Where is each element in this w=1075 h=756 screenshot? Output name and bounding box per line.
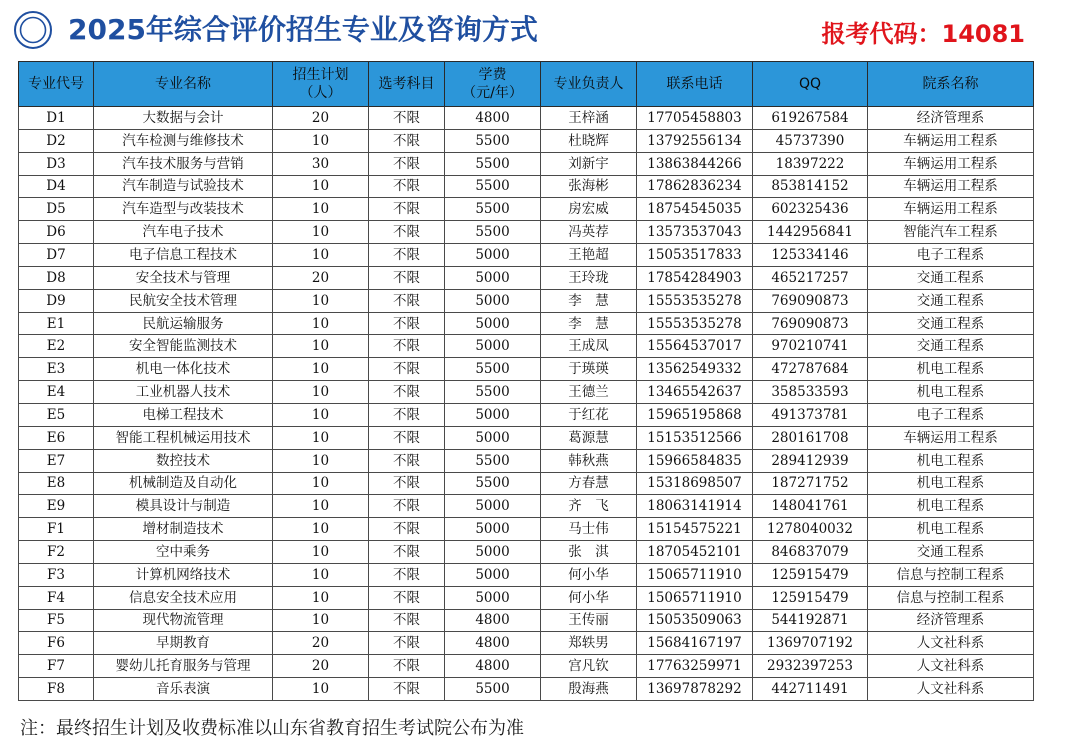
cell-phone: 15053517833 <box>637 244 753 267</box>
cell-elective-subject: 不限 <box>369 335 445 358</box>
cell-department: 交通工程系 <box>868 335 1034 358</box>
cell-phone: 15966584835 <box>637 449 753 472</box>
cell-phone: 17854284903 <box>637 266 753 289</box>
cell-major-code: F3 <box>19 563 94 586</box>
cell-elective-subject: 不限 <box>369 266 445 289</box>
cell-elective-subject: 不限 <box>369 381 445 404</box>
majors-table <box>18 61 1034 701</box>
cell-enrollment-plan: 10 <box>273 609 369 632</box>
cell-department: 机电工程系 <box>868 449 1034 472</box>
table-row <box>19 586 1034 609</box>
cell-tuition: 4800 <box>445 632 541 655</box>
cell-department: 信息与控制工程系 <box>868 586 1034 609</box>
cell-enrollment-plan: 10 <box>273 175 369 198</box>
cell-elective-subject: 不限 <box>369 175 445 198</box>
cell-major-code: F6 <box>19 632 94 655</box>
cell-major-director: 张海彬 <box>541 175 637 198</box>
cell-major-name: 空中乘务 <box>94 541 273 564</box>
cell-major-director: 王梓涵 <box>541 107 637 130</box>
header-major-director: 专业负责人 <box>541 62 637 107</box>
cell-tuition: 5500 <box>445 381 541 404</box>
cell-qq: 1442956841 <box>753 221 868 244</box>
cell-elective-subject: 不限 <box>369 152 445 175</box>
cell-major-name: 现代物流管理 <box>94 609 273 632</box>
cell-major-name: 安全智能监测技术 <box>94 335 273 358</box>
cell-department: 电子工程系 <box>868 403 1034 426</box>
cell-major-code: D7 <box>19 244 94 267</box>
table-row <box>19 175 1034 198</box>
cell-major-name: 数控技术 <box>94 449 273 472</box>
cell-major-director: 葛源慧 <box>541 426 637 449</box>
cell-major-director: 郑轶男 <box>541 632 637 655</box>
cell-major-name: 安全技术与管理 <box>94 266 273 289</box>
cell-elective-subject: 不限 <box>369 244 445 267</box>
cell-qq: 125915479 <box>753 586 868 609</box>
cell-department: 车辆运用工程系 <box>868 198 1034 221</box>
cell-major-director: 李 慧 <box>541 289 637 312</box>
table-row <box>19 312 1034 335</box>
cell-qq: 1369707192 <box>753 632 868 655</box>
cell-department: 交通工程系 <box>868 289 1034 312</box>
cell-major-code: D5 <box>19 198 94 221</box>
cell-major-director: 何小华 <box>541 586 637 609</box>
cell-elective-subject: 不限 <box>369 609 445 632</box>
header-tuition: 学费 （元/年） <box>445 62 541 107</box>
cell-enrollment-plan: 10 <box>273 198 369 221</box>
table-row <box>19 518 1034 541</box>
cell-phone: 18705452101 <box>637 541 753 564</box>
cell-qq: 769090873 <box>753 312 868 335</box>
cell-major-code: E3 <box>19 358 94 381</box>
cell-qq: 472787684 <box>753 358 868 381</box>
cell-qq: 769090873 <box>753 289 868 312</box>
cell-department: 车辆运用工程系 <box>868 426 1034 449</box>
table-row <box>19 107 1034 130</box>
cell-major-code: D6 <box>19 221 94 244</box>
table-header-row <box>19 62 1034 107</box>
cell-phone: 17862836234 <box>637 175 753 198</box>
cell-phone: 15564537017 <box>637 335 753 358</box>
cell-enrollment-plan: 10 <box>273 129 369 152</box>
cell-qq: 280161708 <box>753 426 868 449</box>
cell-elective-subject: 不限 <box>369 107 445 130</box>
cell-major-code: D1 <box>19 107 94 130</box>
cell-tuition: 5000 <box>445 541 541 564</box>
cell-major-director: 宫凡钦 <box>541 655 637 678</box>
cell-major-name: 工业机器人技术 <box>94 381 273 404</box>
cell-tuition: 5500 <box>445 449 541 472</box>
cell-tuition: 5000 <box>445 426 541 449</box>
cell-major-code: F1 <box>19 518 94 541</box>
cell-enrollment-plan: 10 <box>273 221 369 244</box>
cell-enrollment-plan: 10 <box>273 563 369 586</box>
cell-major-name: 汽车电子技术 <box>94 221 273 244</box>
cell-major-code: E7 <box>19 449 94 472</box>
cell-department: 电子工程系 <box>868 244 1034 267</box>
cell-elective-subject: 不限 <box>369 586 445 609</box>
cell-department: 机电工程系 <box>868 358 1034 381</box>
cell-tuition: 5500 <box>445 358 541 381</box>
cell-elective-subject: 不限 <box>369 678 445 701</box>
header-qq: QQ <box>753 62 868 107</box>
table-row <box>19 152 1034 175</box>
cell-major-name: 婴幼儿托育服务与管理 <box>94 655 273 678</box>
cell-qq: 970210741 <box>753 335 868 358</box>
header-phone: 联系电话 <box>637 62 753 107</box>
cell-tuition: 5000 <box>445 312 541 335</box>
cell-phone: 13697878292 <box>637 678 753 701</box>
cell-phone: 13863844266 <box>637 152 753 175</box>
cell-phone: 15318698507 <box>637 472 753 495</box>
cell-enrollment-plan: 10 <box>273 472 369 495</box>
table-row <box>19 609 1034 632</box>
cell-elective-subject: 不限 <box>369 541 445 564</box>
cell-major-name: 机电一体化技术 <box>94 358 273 381</box>
table-row <box>19 472 1034 495</box>
header-major-code: 专业代号 <box>19 62 94 107</box>
cell-department: 交通工程系 <box>868 541 1034 564</box>
cell-phone: 15965195868 <box>637 403 753 426</box>
table-row <box>19 449 1034 472</box>
cell-major-name: 汽车制造与试验技术 <box>94 175 273 198</box>
cell-qq: 18397222 <box>753 152 868 175</box>
table-row <box>19 289 1034 312</box>
cell-elective-subject: 不限 <box>369 198 445 221</box>
cell-qq: 602325436 <box>753 198 868 221</box>
table-row <box>19 403 1034 426</box>
cell-major-name: 智能工程机械运用技术 <box>94 426 273 449</box>
table-header <box>19 62 1034 107</box>
cell-major-director: 于瑛瑛 <box>541 358 637 381</box>
cell-enrollment-plan: 10 <box>273 426 369 449</box>
cell-department: 机电工程系 <box>868 518 1034 541</box>
cell-phone: 15053509063 <box>637 609 753 632</box>
cell-major-director: 冯英荐 <box>541 221 637 244</box>
cell-major-code: E6 <box>19 426 94 449</box>
table-row <box>19 678 1034 701</box>
table-row <box>19 426 1034 449</box>
cell-major-name: 民航运输服务 <box>94 312 273 335</box>
cell-enrollment-plan: 20 <box>273 266 369 289</box>
cell-qq: 1278040032 <box>753 518 868 541</box>
cell-elective-subject: 不限 <box>369 358 445 381</box>
cell-phone: 15153512566 <box>637 426 753 449</box>
cell-department: 智能汽车工程系 <box>868 221 1034 244</box>
cell-qq: 853814152 <box>753 175 868 198</box>
cell-phone: 15065711910 <box>637 563 753 586</box>
cell-major-code: F7 <box>19 655 94 678</box>
cell-qq: 187271752 <box>753 472 868 495</box>
cell-tuition: 5500 <box>445 678 541 701</box>
cell-major-code: E5 <box>19 403 94 426</box>
cell-tuition: 5500 <box>445 129 541 152</box>
cell-enrollment-plan: 20 <box>273 107 369 130</box>
cell-department: 车辆运用工程系 <box>868 175 1034 198</box>
cell-major-code: E8 <box>19 472 94 495</box>
cell-enrollment-plan: 10 <box>273 358 369 381</box>
cell-major-code: D9 <box>19 289 94 312</box>
cell-tuition: 5500 <box>445 152 541 175</box>
cell-elective-subject: 不限 <box>369 449 445 472</box>
table-row <box>19 335 1034 358</box>
cell-major-code: D8 <box>19 266 94 289</box>
cell-enrollment-plan: 30 <box>273 152 369 175</box>
table-row <box>19 563 1034 586</box>
cell-major-code: D2 <box>19 129 94 152</box>
cell-phone: 18754545035 <box>637 198 753 221</box>
cell-major-code: E2 <box>19 335 94 358</box>
cell-major-name: 机械制造及自动化 <box>94 472 273 495</box>
cell-qq: 125915479 <box>753 563 868 586</box>
page-header <box>0 0 1075 62</box>
cell-phone: 15154575221 <box>637 518 753 541</box>
cell-department: 人文社科系 <box>868 632 1034 655</box>
cell-enrollment-plan: 10 <box>273 244 369 267</box>
cell-major-director: 刘新宇 <box>541 152 637 175</box>
cell-department: 人文社科系 <box>868 655 1034 678</box>
table-row <box>19 495 1034 518</box>
cell-elective-subject: 不限 <box>369 563 445 586</box>
table-row <box>19 358 1034 381</box>
cell-elective-subject: 不限 <box>369 403 445 426</box>
cell-phone: 13465542637 <box>637 381 753 404</box>
header-department: 院系名称 <box>868 62 1034 107</box>
cell-qq: 125334146 <box>753 244 868 267</box>
cell-major-director: 王玲珑 <box>541 266 637 289</box>
cell-department: 交通工程系 <box>868 266 1034 289</box>
cell-tuition: 4800 <box>445 609 541 632</box>
cell-enrollment-plan: 20 <box>273 632 369 655</box>
cell-major-code: F8 <box>19 678 94 701</box>
cell-enrollment-plan: 10 <box>273 403 369 426</box>
cell-elective-subject: 不限 <box>369 472 445 495</box>
cell-enrollment-plan: 10 <box>273 312 369 335</box>
cell-major-director: 王德兰 <box>541 381 637 404</box>
cell-major-director: 韩秋燕 <box>541 449 637 472</box>
cell-major-code: F5 <box>19 609 94 632</box>
table-row <box>19 129 1034 152</box>
cell-qq: 442711491 <box>753 678 868 701</box>
table-row <box>19 632 1034 655</box>
cell-major-director: 王传丽 <box>541 609 637 632</box>
cell-department: 信息与控制工程系 <box>868 563 1034 586</box>
cell-qq: 544192871 <box>753 609 868 632</box>
cell-enrollment-plan: 10 <box>273 289 369 312</box>
cell-major-code: F2 <box>19 541 94 564</box>
cell-major-director: 张 淇 <box>541 541 637 564</box>
table-row <box>19 266 1034 289</box>
cell-department: 车辆运用工程系 <box>868 129 1034 152</box>
cell-qq: 358533593 <box>753 381 868 404</box>
cell-phone: 15553535278 <box>637 312 753 335</box>
cell-major-code: D3 <box>19 152 94 175</box>
cell-phone: 18063141914 <box>637 495 753 518</box>
cell-major-code: D4 <box>19 175 94 198</box>
cell-tuition: 5000 <box>445 335 541 358</box>
cell-department: 车辆运用工程系 <box>868 152 1034 175</box>
cell-major-director: 马士伟 <box>541 518 637 541</box>
cell-major-name: 大数据与会计 <box>94 107 273 130</box>
cell-major-director: 杜晓辉 <box>541 129 637 152</box>
cell-elective-subject: 不限 <box>369 221 445 244</box>
cell-tuition: 5000 <box>445 266 541 289</box>
cell-department: 交通工程系 <box>868 312 1034 335</box>
cell-major-code: F4 <box>19 586 94 609</box>
header-enrollment-plan: 招生计划 （人） <box>273 62 369 107</box>
exam-code: 报考代码：14081 <box>821 20 1025 48</box>
cell-major-director: 齐 飞 <box>541 495 637 518</box>
cell-major-name: 汽车检测与维修技术 <box>94 129 273 152</box>
cell-major-director: 殷海燕 <box>541 678 637 701</box>
cell-phone: 13792556134 <box>637 129 753 152</box>
cell-enrollment-plan: 10 <box>273 678 369 701</box>
table-row <box>19 381 1034 404</box>
cell-major-director: 王艳超 <box>541 244 637 267</box>
cell-major-director: 于红花 <box>541 403 637 426</box>
header-elective-subject: 选考科目 <box>369 62 445 107</box>
table-row <box>19 541 1034 564</box>
cell-elective-subject: 不限 <box>369 495 445 518</box>
cell-tuition: 5000 <box>445 289 541 312</box>
cell-major-director: 何小华 <box>541 563 637 586</box>
cell-department: 经济管理系 <box>868 107 1034 130</box>
cell-major-director: 方春慧 <box>541 472 637 495</box>
cell-elective-subject: 不限 <box>369 632 445 655</box>
cell-enrollment-plan: 10 <box>273 518 369 541</box>
cell-tuition: 5500 <box>445 472 541 495</box>
cell-elective-subject: 不限 <box>369 312 445 335</box>
cell-department: 机电工程系 <box>868 495 1034 518</box>
table-row <box>19 221 1034 244</box>
cell-enrollment-plan: 10 <box>273 541 369 564</box>
cell-phone: 15553535278 <box>637 289 753 312</box>
cell-phone: 15065711910 <box>637 586 753 609</box>
cell-major-code: E1 <box>19 312 94 335</box>
cell-department: 经济管理系 <box>868 609 1034 632</box>
cell-enrollment-plan: 10 <box>273 335 369 358</box>
cell-enrollment-plan: 10 <box>273 381 369 404</box>
table-body <box>19 107 1034 701</box>
cell-elective-subject: 不限 <box>369 518 445 541</box>
table-row <box>19 198 1034 221</box>
cell-department: 机电工程系 <box>868 381 1034 404</box>
cell-enrollment-plan: 10 <box>273 586 369 609</box>
cell-enrollment-plan: 10 <box>273 495 369 518</box>
cell-tuition: 5000 <box>445 244 541 267</box>
cell-qq: 148041761 <box>753 495 868 518</box>
cell-major-name: 汽车技术服务与营销 <box>94 152 273 175</box>
circle-logo-icon <box>13 10 53 50</box>
cell-qq: 846837079 <box>753 541 868 564</box>
cell-tuition: 5000 <box>445 495 541 518</box>
cell-tuition: 5000 <box>445 586 541 609</box>
cell-major-director: 房宏威 <box>541 198 637 221</box>
cell-major-name: 民航安全技术管理 <box>94 289 273 312</box>
header-major-name: 专业名称 <box>94 62 273 107</box>
table-row <box>19 244 1034 267</box>
cell-qq: 491373781 <box>753 403 868 426</box>
cell-major-name: 增材制造技术 <box>94 518 273 541</box>
footnote: 注：最终招生计划及收费标准以山东省教育招生考试院公布为准 <box>20 718 524 739</box>
cell-phone: 17763259971 <box>637 655 753 678</box>
table-row <box>19 655 1034 678</box>
cell-phone: 15684167197 <box>637 632 753 655</box>
cell-elective-subject: 不限 <box>369 426 445 449</box>
page-title: 2025年综合评价招生专业及咨询方式 <box>68 13 538 46</box>
cell-qq: 45737390 <box>753 129 868 152</box>
cell-qq: 619267584 <box>753 107 868 130</box>
cell-major-code: E4 <box>19 381 94 404</box>
cell-elective-subject: 不限 <box>369 655 445 678</box>
cell-tuition: 5000 <box>445 563 541 586</box>
cell-department: 机电工程系 <box>868 472 1034 495</box>
cell-major-name: 早期教育 <box>94 632 273 655</box>
cell-major-name: 模具设计与制造 <box>94 495 273 518</box>
cell-phone: 13573537043 <box>637 221 753 244</box>
cell-tuition: 5000 <box>445 403 541 426</box>
cell-phone: 13562549332 <box>637 358 753 381</box>
cell-tuition: 4800 <box>445 655 541 678</box>
cell-major-name: 电梯工程技术 <box>94 403 273 426</box>
cell-major-name: 汽车造型与改装技术 <box>94 198 273 221</box>
cell-tuition: 5500 <box>445 175 541 198</box>
cell-major-name: 电子信息工程技术 <box>94 244 273 267</box>
cell-major-code: E9 <box>19 495 94 518</box>
cell-enrollment-plan: 20 <box>273 655 369 678</box>
cell-enrollment-plan: 10 <box>273 449 369 472</box>
cell-tuition: 4800 <box>445 107 541 130</box>
cell-phone: 17705458803 <box>637 107 753 130</box>
cell-tuition: 5500 <box>445 221 541 244</box>
cell-tuition: 5000 <box>445 518 541 541</box>
cell-major-name: 音乐表演 <box>94 678 273 701</box>
cell-major-name: 信息安全技术应用 <box>94 586 273 609</box>
cell-elective-subject: 不限 <box>369 289 445 312</box>
cell-elective-subject: 不限 <box>369 129 445 152</box>
cell-major-director: 李 慧 <box>541 312 637 335</box>
cell-major-name: 计算机网络技术 <box>94 563 273 586</box>
cell-qq: 289412939 <box>753 449 868 472</box>
cell-qq: 465217257 <box>753 266 868 289</box>
cell-tuition: 5500 <box>445 198 541 221</box>
cell-major-director: 王成凤 <box>541 335 637 358</box>
cell-qq: 2932397253 <box>753 655 868 678</box>
cell-department: 人文社科系 <box>868 678 1034 701</box>
